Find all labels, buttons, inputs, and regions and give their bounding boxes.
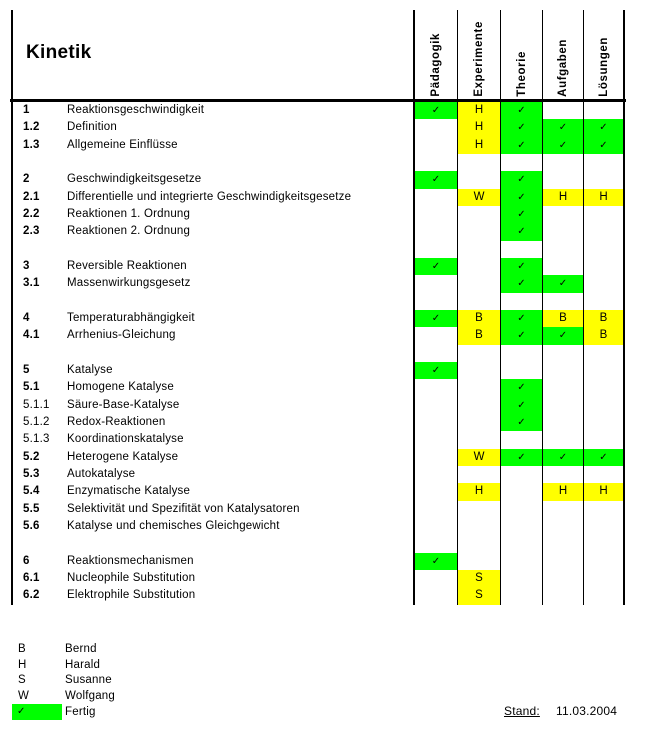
row-number: 5.1.3: [23, 433, 50, 446]
status-cell-assigned: [458, 119, 500, 136]
row-title: Katalyse und chemisches Gleichgewicht: [67, 519, 280, 532]
status-cell-done: [415, 362, 457, 379]
table-row: [0, 379, 649, 396]
row-title: Reversible Reaktionen: [67, 259, 187, 272]
table-row: [0, 102, 649, 119]
column-header-label: Theorie: [515, 51, 528, 97]
table-row: [0, 258, 649, 275]
row-title: Differentielle und integrierte Geschwindigkeitsgesetze: [67, 190, 352, 203]
row-title: Reaktionsmechanismen: [67, 554, 194, 567]
table-row: [0, 137, 649, 154]
table-row: [0, 587, 649, 604]
check-icon: ✓: [431, 105, 441, 116]
legend-key: S: [18, 674, 26, 686]
spacer-row: [0, 241, 649, 258]
row-title: Arrhenius-Gleichung: [67, 329, 176, 342]
table-row: [0, 431, 649, 448]
status-cell-done: [501, 449, 542, 466]
check-icon: ✓: [558, 278, 568, 290]
status-cell-done: [501, 206, 542, 223]
table-row: [0, 223, 649, 240]
status-cell-done: [501, 119, 542, 136]
status-cell-done: [543, 449, 583, 466]
check-icon: ✓: [517, 416, 526, 428]
table-row: [0, 171, 649, 188]
status-cell-done: [501, 397, 542, 414]
status-cell-done: [584, 119, 623, 136]
spacer-row: [0, 293, 649, 310]
row-number: 5.4: [23, 485, 40, 498]
legend-key: H: [18, 658, 27, 671]
check-icon: ✓: [517, 174, 526, 186]
check-icon: ✓: [517, 399, 526, 411]
row-title: Koordinationskatalyse: [67, 433, 184, 446]
table-row: [0, 466, 649, 483]
table-body: [0, 102, 649, 605]
row-title: Autokatalyse: [67, 467, 136, 480]
page-title: Kinetik: [26, 42, 92, 63]
legend-entry: [0, 688, 320, 704]
row-title: Homogene Katalyse: [67, 381, 174, 394]
table-row: [0, 518, 649, 535]
status-cell-assigned: [543, 483, 583, 500]
status-cell-assigned: [584, 483, 623, 500]
table-row: [0, 414, 649, 431]
status-cell-done: [415, 310, 457, 327]
check-icon: ✓: [517, 208, 526, 220]
spacer-row: [0, 345, 649, 362]
check-icon: ✓: [558, 139, 568, 151]
row-title: Reaktionsgeschwindigkeit: [67, 104, 205, 116]
assignee-initial: B: [475, 329, 483, 342]
assignee-initial: H: [558, 190, 568, 203]
row-number: 5.1.1: [23, 398, 50, 411]
check-icon: ✓: [599, 451, 608, 463]
assignee-initial: B: [475, 311, 483, 324]
check-icon: ✓: [517, 122, 526, 134]
table-row: [0, 327, 649, 344]
row-number: 3: [23, 259, 30, 272]
legend-key: B: [18, 643, 26, 655]
check-icon: ✓: [517, 330, 526, 342]
row-title: Definition: [67, 121, 117, 134]
row-title: Selektivität und Spezifität von Katalysatoren: [67, 502, 300, 515]
assignee-initial: H: [599, 485, 608, 498]
status-cell-assigned: [584, 310, 623, 327]
check-icon: ✓: [517, 226, 526, 238]
table-row: [0, 189, 649, 206]
check-icon: ✓: [517, 451, 526, 463]
status-cell-assigned: [458, 483, 500, 500]
check-icon: ✓: [431, 312, 441, 324]
row-title: Nucleophile Substitution: [67, 571, 196, 584]
status-cell-assigned: [584, 189, 623, 206]
row-number: 6.1: [23, 571, 40, 584]
column-header-label: Lösungen: [597, 37, 610, 97]
status-cell-assigned: [458, 102, 500, 119]
assignee-initial: H: [599, 190, 608, 203]
row-number: 3.1: [23, 277, 40, 290]
assignee-initial: H: [474, 121, 484, 134]
check-icon: ✓: [517, 278, 526, 290]
row-number: 5.3: [23, 467, 40, 480]
row-number: 5.6: [23, 519, 40, 532]
status-cell-done: [501, 137, 542, 154]
row-number: 1.3: [23, 138, 40, 151]
status-cell-done: [501, 379, 542, 396]
row-number: 2: [23, 173, 30, 186]
row-title: Reaktionen 2. Ordnung: [67, 225, 191, 238]
row-number: 5.1: [23, 381, 40, 394]
row-number: 1: [23, 104, 30, 116]
status-cell-done: [501, 310, 542, 327]
check-icon: ✓: [431, 364, 441, 376]
check-icon: ✓: [517, 260, 526, 272]
row-number: 6: [23, 554, 30, 567]
assignee-initial: H: [474, 485, 484, 498]
check-icon: ✓: [17, 705, 26, 717]
assignee-initial: W: [473, 450, 485, 463]
assignee-initial: S: [475, 571, 483, 584]
row-title: Elektrophile Substitution: [67, 589, 196, 602]
check-icon: ✓: [517, 191, 526, 203]
assignee-initial: B: [599, 311, 608, 324]
row-title: Allgemeine Einflüsse: [67, 138, 178, 151]
status-cell-done: [543, 137, 583, 154]
status-cell-assigned: [584, 327, 623, 344]
table-row: [0, 570, 649, 587]
table-row: [0, 275, 649, 292]
row-number: 2.2: [23, 207, 40, 220]
stand-label: Stand:: [504, 704, 540, 718]
status-cell-assigned: [543, 310, 583, 327]
row-number: 5: [23, 363, 30, 376]
table-row: [0, 362, 649, 379]
check-icon: ✓: [431, 260, 441, 272]
check-icon: ✓: [599, 122, 608, 134]
row-number: 4.1: [23, 329, 40, 342]
status-cell-done: [501, 275, 542, 292]
assignee-initial: H: [558, 485, 568, 498]
row-number: 5.1.2: [23, 415, 50, 428]
legend: [0, 641, 320, 731]
status-cell-done: [415, 258, 457, 275]
row-number: 4: [23, 311, 30, 324]
assignee-initial: B: [559, 311, 567, 324]
status-cell-done: [501, 189, 542, 206]
status-cell-done: [543, 275, 583, 292]
row-number: 2.3: [23, 225, 40, 238]
column-header: [584, 10, 623, 98]
row-number: 6.2: [23, 589, 40, 602]
column-header-label: Pädagogik: [430, 33, 442, 97]
legend-name: Susanne: [65, 674, 112, 686]
status-cell-done: [501, 258, 542, 275]
row-title: Enzymatische Katalyse: [67, 485, 191, 498]
row-number: 1.2: [23, 121, 40, 134]
status-cell-done: [501, 414, 542, 431]
table-row: [0, 310, 649, 327]
status-cell-assigned: [458, 189, 500, 206]
check-icon: ✓: [558, 122, 568, 134]
spacer-row: [0, 535, 649, 552]
status-cell-done: [415, 171, 457, 188]
row-title: Katalyse: [67, 363, 113, 376]
check-icon: ✓: [517, 105, 526, 116]
status-cell-done: [501, 102, 542, 119]
table-row: [0, 397, 649, 414]
row-title: Reaktionen 1. Ordnung: [67, 207, 191, 220]
status-cell-assigned: [458, 327, 500, 344]
legend-name: Harald: [65, 658, 101, 671]
assignee-initial: S: [475, 589, 483, 602]
status-cell-assigned: [543, 189, 583, 206]
row-number: 2.1: [23, 190, 40, 203]
column-header-label: Aufgaben: [557, 39, 569, 97]
legend-name: Bernd: [65, 643, 97, 655]
row-title: Redox-Reaktionen: [67, 415, 166, 428]
row-number: 5.2: [23, 450, 40, 463]
assignee-initial: W: [473, 190, 485, 203]
spacer-row: [0, 154, 649, 171]
status-cell-done: [415, 102, 457, 119]
column-header: [458, 10, 500, 98]
status-cell-done: [415, 553, 457, 570]
legend-name: Wolfgang: [65, 689, 115, 702]
check-icon: ✓: [558, 451, 568, 463]
column-header: [501, 10, 542, 98]
row-title: Heterogene Katalyse: [67, 450, 179, 463]
assignee-initial: B: [599, 329, 608, 342]
legend-done-swatch: [12, 704, 62, 720]
assignee-initial: H: [474, 138, 484, 151]
status-cell-done: [543, 327, 583, 344]
check-icon: ✓: [517, 312, 526, 324]
status-cell-done: [501, 171, 542, 188]
check-icon: ✓: [599, 139, 608, 151]
status-cell-assigned: [458, 587, 500, 604]
table-row: [0, 119, 649, 136]
row-title: Säure-Base-Katalyse: [67, 398, 180, 411]
assignee-initial: H: [474, 104, 484, 116]
status-cell-assigned: [458, 137, 500, 154]
row-number: 5.5: [23, 502, 40, 515]
status-cell-assigned: [458, 570, 500, 587]
check-icon: ✓: [558, 330, 568, 342]
row-title: Geschwindigkeitsgesetze: [67, 173, 202, 186]
check-icon: ✓: [431, 174, 441, 186]
check-icon: ✓: [431, 555, 441, 567]
check-icon: ✓: [517, 139, 526, 151]
status-cell-assigned: [458, 449, 500, 466]
legend-name: Fertig: [65, 705, 96, 718]
table-row: [0, 553, 649, 570]
column-header-label: Experimente: [473, 21, 485, 97]
table-row: [0, 206, 649, 223]
column-header: [543, 10, 583, 98]
table-row: [0, 483, 649, 500]
legend-entry: [0, 672, 320, 688]
legend-entry: [0, 657, 320, 673]
stand-date: 11.03.2004: [556, 704, 618, 718]
status-cell-done: [584, 137, 623, 154]
status-cell-done: [501, 327, 542, 344]
row-title: Temperaturabhängigkeit: [67, 311, 195, 324]
status-cell-done: [501, 223, 542, 240]
status-cell-done: [543, 119, 583, 136]
status-cell-assigned: [458, 310, 500, 327]
row-title: Massenwirkungsgesetz: [67, 277, 191, 290]
status-cell-done: [584, 449, 623, 466]
check-icon: ✓: [517, 382, 526, 394]
table-row: [0, 449, 649, 466]
legend-entry: [0, 641, 320, 657]
column-header: [415, 10, 457, 98]
legend-key: W: [18, 689, 29, 702]
legend-entry-done: [0, 704, 320, 720]
table-row: [0, 501, 649, 518]
